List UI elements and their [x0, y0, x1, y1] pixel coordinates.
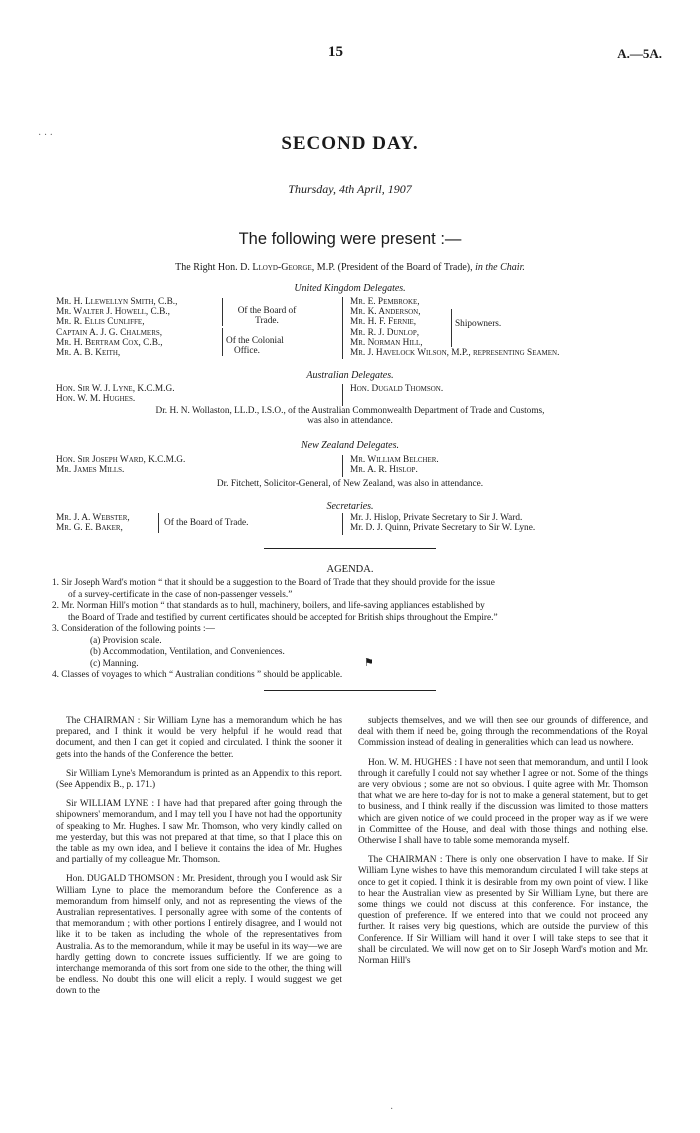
secretaries-title: Secretaries. — [326, 501, 374, 512]
agenda-item-cont: the Board of Trade and testified by current certificates should be accepted for British ships throughout the Empire.” — [68, 612, 498, 623]
section-heading: SECOND DAY. — [281, 133, 419, 154]
australia-right-list — [350, 384, 443, 394]
secretaries-group: Of the Board of Trade. — [164, 518, 249, 528]
left-column — [56, 716, 342, 1006]
agenda-subitem: (a) Provision scale. — [90, 635, 162, 646]
section-divider — [264, 548, 436, 549]
australian-delegate: Hon. Sir W. J. Lyne, K.C.M.G. — [56, 384, 175, 394]
agenda-list — [52, 578, 662, 682]
secretary: Mr. D. J. Quinn, Private Secretary to Sir W. Lyne. — [350, 523, 536, 534]
uk-divider — [342, 297, 343, 359]
brace-shipowners — [451, 309, 452, 347]
uk-delegate: Mr. R. J. Dunlop, — [350, 327, 420, 338]
uk-delegates-title: United Kingdom Delegates. — [294, 283, 406, 294]
section-divider — [264, 690, 436, 691]
group-label: Of the Board of — [237, 306, 297, 316]
secretary: Mr. G. E. Baker, — [56, 523, 123, 534]
uk-delegate: Captain A. J. G. Chalmers, — [56, 327, 163, 338]
nz-delegate: Mr. James Mills. — [56, 465, 125, 476]
paragraph: Hon. DUGALD THOMSON : Mr. President, through you I would ask Sir William Lyne to place the memorandum before the Conference as a memorandum from himself only, and not as representing the views of the Australian representatives. I personally agree with some of the contents of that memorandum ; with other portions I entirely disagree, and I would not like it to be taken as including the whole of the representatives from Australia. As to the memorandum, while it may be useful in its way—we are hardly getting down to concrete issues sufficiently. If we are going to interchange memoranda of this sort from one side to the other, the thing will be endless. No doubt this one will elicit a reply. I would suggest we get down to the — [56, 874, 342, 997]
uk-left-list — [56, 297, 177, 358]
secretaries-right-list — [350, 513, 535, 533]
right-column — [358, 716, 648, 975]
australia-divider — [342, 384, 343, 406]
uk-delegate: Mr. Walter J. Howell, C.B., — [56, 307, 170, 318]
australian-delegates-title: Australian Delegates. — [306, 370, 394, 381]
note-line: Dr. H. N. Wollaston, LL.D., I.S.O., of the Australian Commonwealth Department of Trade and Customs, — [155, 406, 545, 416]
australian-delegate: Hon. Dugald Thomson. — [350, 384, 444, 394]
uk-delegate: Mr. H. Llewellyn Smith, C.B., — [56, 297, 178, 307]
group-label: Trade. — [255, 316, 279, 327]
uk-delegate: Mr. H. F. Fernie, — [350, 317, 417, 328]
note-line: was also in attendance. — [307, 416, 393, 427]
australian-delegate: Hon. W. M. Hughes. — [56, 394, 136, 405]
document-reference: A.—5A. — [617, 46, 662, 61]
uk-group-colonial — [226, 336, 286, 356]
uk-group-shipowners: Shipowners. — [455, 319, 502, 329]
margin-dot: · · · — [38, 130, 53, 141]
uk-delegate: Mr. R. Ellis Cunliffe, — [56, 317, 145, 328]
uk-delegate: Mr. J. Havelock Wilson, M.P., representing Seamen. — [350, 348, 560, 359]
nz-delegate: Hon. Sir Joseph Ward, K.C.M.G. — [56, 455, 186, 465]
paragraph: subjects themselves, and we will then see our grounds of difference, and deal with them if need be, going through the recommendations of the Royal Commission instead of dealing in generalities which can lead us nowhere. — [358, 716, 648, 749]
nz-divider — [342, 455, 343, 477]
uk-delegate: Mr. Norman Hill, — [350, 337, 423, 348]
nz-delegate: Mr. A. R. Hislop. — [350, 465, 418, 476]
agenda-item-cont: of a survey-certificate in the case of non-passenger vessels.” — [68, 589, 293, 600]
flag-mark-icon: ⚑ — [364, 657, 374, 669]
nz-right-list — [350, 455, 439, 475]
nz-delegates-title: New Zealand Delegates. — [300, 440, 400, 451]
uk-delegate: Mr. E. Pembroke, — [350, 297, 420, 307]
secretaries-divider — [342, 513, 343, 535]
chair-name: Lloyd-George — [252, 262, 312, 273]
agenda-subitem: (b) Accommodation, Ventilation, and Conveniences. — [90, 647, 285, 657]
chair-line — [0, 262, 700, 273]
group-label: Of the Colonial — [226, 336, 284, 346]
chair-prefix: The Right Hon. D. — [175, 262, 253, 273]
meeting-date: Thursday, 4th April, 1907 — [288, 182, 412, 196]
uk-group-board — [228, 306, 306, 326]
agenda-subitem: (c) Manning. — [90, 658, 139, 669]
paragraph: Sir William Lyne's Memorandum is printed as an Appendix to this report. (See Appendix B., p. 171.) — [56, 768, 342, 791]
australia-note — [0, 406, 700, 426]
agenda-item: 4. Classes of voyages to which “ Australian conditions ” should be applicable. — [52, 670, 343, 680]
uk-delegate: Mr. K. Anderson, — [350, 307, 421, 318]
chair-suffix: in the Chair. — [475, 262, 525, 273]
uk-delegate: Mr. A. B. Keith, — [56, 348, 121, 359]
brace-board-of-trade — [222, 298, 223, 326]
australia-left-list — [56, 384, 175, 404]
agenda-item: 2. Mr. Norman Hill's motion “ that standards as to hull, machinery, boilers, and life-saving appliances established by — [52, 601, 485, 611]
brace-secretaries — [158, 513, 159, 533]
page-number: 15 — [328, 44, 343, 60]
secretary: Mr. J. Hislop, Private Secretary to Sir J. Ward. — [350, 513, 523, 523]
footer-dot: · — [390, 1104, 394, 1115]
paragraph: The CHAIRMAN : There is only one observation I have to make. If Sir William Lyne wishes to have this memorandum circulated I will take steps at once to get it copied. I think it is desirable from my own point of view. I like to hear the Australian view as presented by Sir William Lyne, but there are some things we could not discuss at this conference. For instance, the question of preference. If we entered into that we could not proceed any further. It raises very big questions, which are outside the purview of this Conference. If Sir William will hand it over I will take steps to see that it shall be circulated. We will now get on to Sir Joseph Ward's motion and Mr. Norman Hill's — [358, 855, 648, 967]
brace-colonial-office — [222, 328, 223, 356]
present-title: The following were present :— — [238, 230, 462, 248]
agenda-item: 3. Consideration of the following points :— — [52, 624, 215, 634]
paragraph: Hon. W. M. HUGHES : I have not seen that memorandum, and until I look through it carefully I could not say whether I agree or not. Some of the things are very obvious ; some are not so obvious. I quite agree with Mr. Thomson that what we are here to-day for is not to make a general statement, but to get to business, and I think really if the discussion was limited to those matters which are given notice of we could proceed in the proper way as if we were in Committee of the House, and deal with those things and nothing else. Otherwise I shall have to table some memoranda myself. — [358, 757, 648, 847]
nz-note: Dr. Fitchett, Solicitor-General, of New Zealand, was also in attendance. — [216, 479, 484, 489]
group-label: Office. — [234, 346, 260, 357]
agenda-item: 1. Sir Joseph Ward's motion “ that it should be a suggestion to the Board of Trade that they should provide for the issue — [52, 578, 495, 588]
paragraph: Sir WILLIAM LYNE : I have had that prepared after going through the shipowners' memorandum, and I may tell you I have not had the opportunity of speaking to Mr. Hughes. I saw Mr. Thomson, who very kindly called on me yesterday, but this was not prepared at that time, so that I place this on the table as my own idea, and I believe it contains the idea of Mr. Hughes and partially of my colleague Mr. Thomson. — [56, 799, 342, 866]
agenda-title: AGENDA. — [326, 564, 374, 575]
secretaries-left-list — [56, 513, 130, 533]
nz-left-list — [56, 455, 185, 475]
paragraph: The CHAIRMAN : Sir William Lyne has a memorandum which he has prepared, and I think it would be very helpful if he would read that document, and then I can get it copied and circulated. I think the sooner it gets into the hands of the Conference the better. — [56, 716, 342, 760]
secretary: Mr. J. A. Webster, — [56, 513, 130, 523]
uk-delegate: Mr. H. Bertram Cox, C.B., — [56, 337, 163, 348]
nz-delegate: Mr. William Belcher. — [350, 455, 439, 465]
chair-rest: , M.P. (President of the Board of Trade), — [311, 262, 476, 273]
